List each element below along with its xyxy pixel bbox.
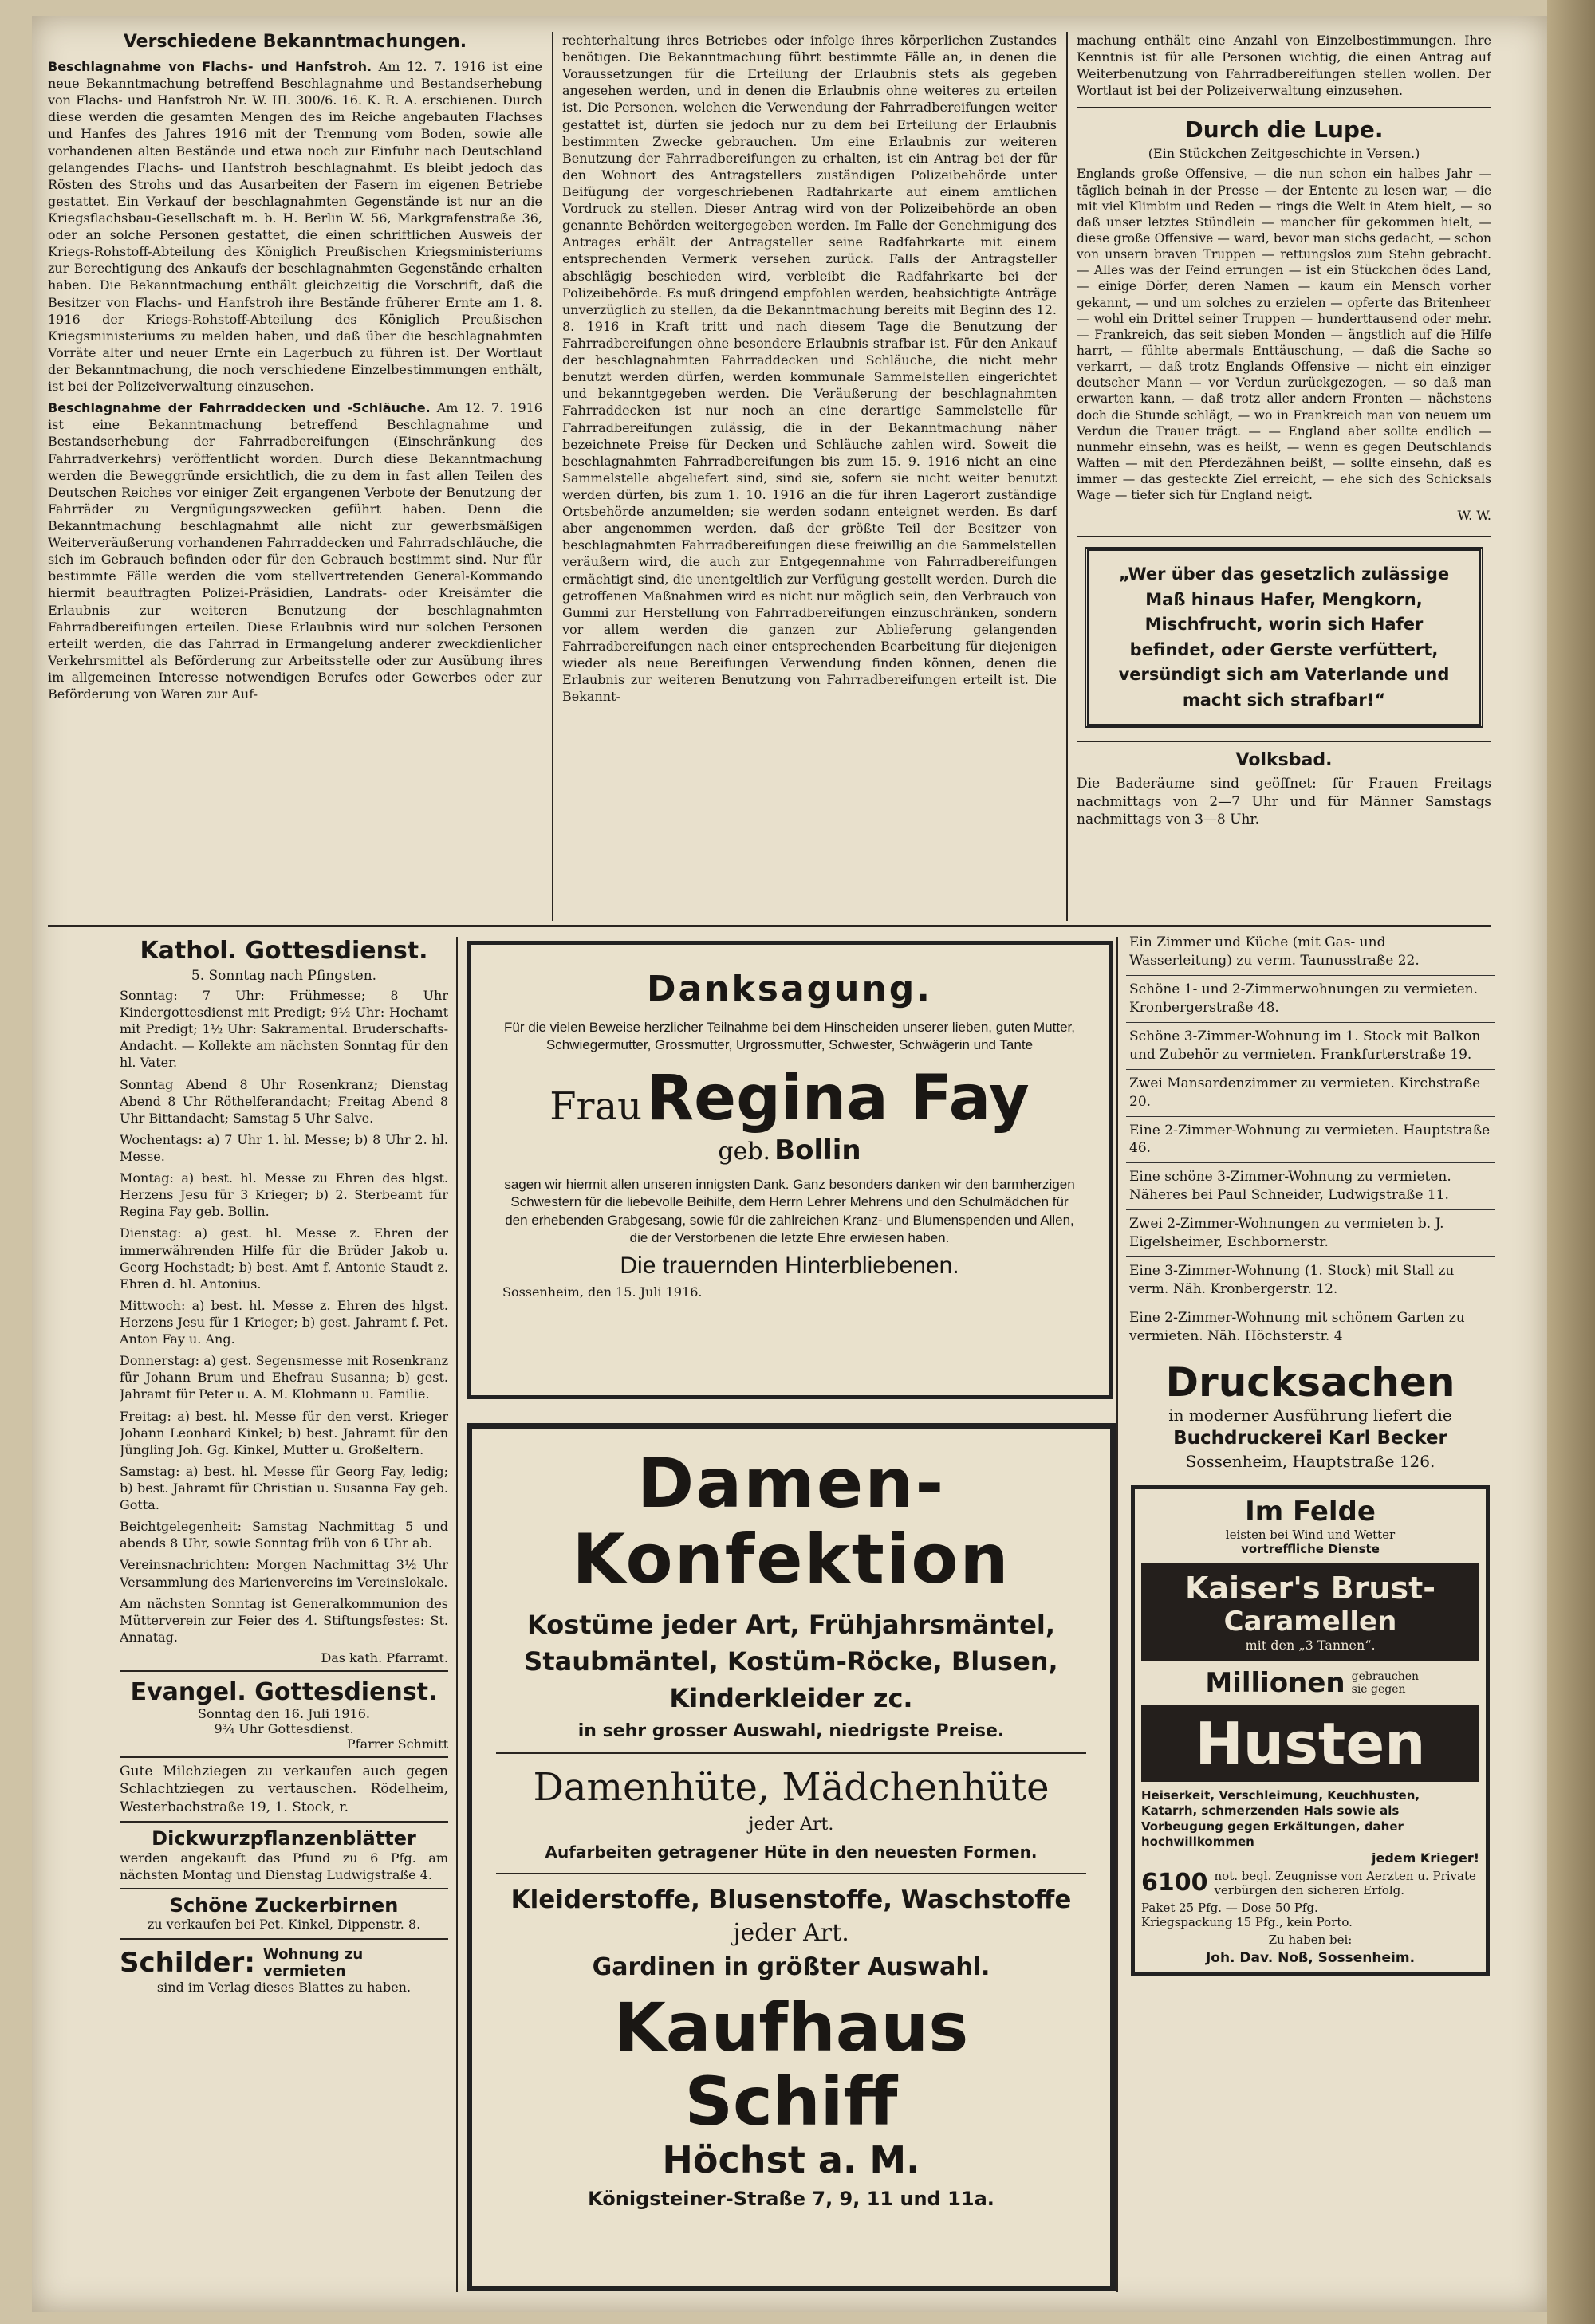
kath-text: Vereinsnachrichten: Morgen Nachmittag 3½ Uhr Versammlung des Marienvereins im Vereinslokale. — [120, 1557, 448, 1590]
section-divider — [120, 1821, 448, 1823]
damen-konfektion-box — [467, 1423, 1116, 2291]
kath-text: Beichtgelegenheit: Samstag Nachmittag 5 und abends 8 Uhr, sowie Sonntag früh von 6 Uhr ab. — [120, 1519, 448, 1551]
kath-text: Sonntag: 7 Uhr: Frühmesse; 8 Uhr Kindergottesdienst mit Predigt; 9½ Uhr: Hochamt mit Predigt; 1½ Uhr: Sakramental. Bruderschafts-Andacht. — Kollekte am nächsten Sonntag für den hl. Vater. — [120, 988, 448, 1071]
evang-time: 9¾ Uhr Gottesdienst. — [214, 1720, 354, 1736]
damen-line: in sehr grosser Auswahl, niedrigste Preise. — [577, 1721, 1005, 1742]
kath-text: Samstag: a) best. hl. Messe für Georg Fay, ledig; b) best. Jahramt für Christian u. Susanna Fay geb. Gotta. — [120, 1463, 448, 1513]
kath-signature: Das kath. Pfarramt. — [321, 1650, 448, 1665]
kaiser-avail: Zu haben bei: — [1268, 1932, 1353, 1947]
rental-ad: Ein Zimmer und Küche (mit Gas- und Wasserleitung) zu verm. Taunusstraße 22. — [1126, 929, 1495, 976]
evang-title: Evangel. Gottesdienst. — [130, 1677, 438, 1706]
rental-ad: Eine schöne 3-Zimmer-Wohnung zu vermieten. Näheres bei Paul Schneider, Ludwigstraße 11. — [1126, 1163, 1495, 1210]
section-title: Verschiedene Bekanntmachungen. — [123, 32, 467, 52]
poem-subtitle: (Ein Stückchen Zeitgeschichte in Versen.) — [1148, 146, 1420, 162]
damen-line: Kinderkleider zc. — [669, 1683, 913, 1714]
kath-text: Dienstag: a) gest. hl. Messe z. Ehren der immerwährenden Hilfe für die Brüder Jakob u. Georg Hochstadt; b) best. Amt f. Antonie Staudt z. Ehren d. hl. Antonius. — [120, 1225, 448, 1292]
section-divider — [120, 1938, 448, 1940]
section-divider — [120, 1888, 448, 1889]
kaiser-millionen: Millionen — [1205, 1666, 1345, 1699]
section-divider — [1077, 536, 1491, 537]
volksbad-text: Die Baderäume sind geöffnet: für Frauen Freitags nachmittags von 2—7 Uhr und für Männer Samstags nachmittags von 3—8 Uhr. — [1077, 776, 1491, 828]
kath-subtitle: 5. Sonntag nach Pfingsten. — [191, 968, 377, 984]
article-text: Am 12. 7. 1916 ist eine Bekanntmachung betreffend Beschlagnahme und Bestandserhebung der Fahrradbereifungen (Einschränkung des Fahrradverkehrs) veröffentlicht worden. Durch diese Bekanntmachung werden die Beweggründe ersichtlich, die zu dem in fast allen Teilen des Deutschen Reiches vor einiger Zeit ergangenen Verbote der Benutzung der Fahrräder zu Vergnügungszwecken geführt haben. Denn die Bekanntmachung beschlagnahmt alle nicht zur gewerbsmäßigen Weiterveräußerung vorhandenen Fahrraddecken und Fahrradschläuche, die sich im Gebrauch befinden oder für den Gebrauch bestimmt sind. Nur für bestimmte Fälle werden die vom stellvertretenden General-Kommando hiermit beauftragten Polizei-Präsidien, Landrats- oder Kreisämter die Erlaubnis zur weiteren Benutzung der beschlagnahmten Fahrradbereifungen erteilen. Diese Erlaubnis wird nur solchen Personen erteilt werden, die das Fahrrad in Ermangelung anderer zweckdienlicher Verkehrsmittel als Beförderung zur Arbeitsstelle oder zur Ausübung ihres im allgemeinen Interesse notwendigen Berufes oder Gewerbes oder zur Beförderung von Waren zur Auf- — [48, 400, 542, 702]
page-edge — [1547, 0, 1595, 2324]
section-divider — [496, 1752, 1086, 1754]
kaiser-count: 6100 — [1141, 1869, 1208, 1897]
kaiser-krieger: jedem Krieger! — [1372, 1850, 1479, 1866]
subheading: Beschlagnahme der Fahrraddecken und -Schläuche. — [48, 400, 431, 416]
rental-ad: Eine 2-Zimmer-Wohnung mit schönem Garten zu vermieten. Näh. Höchsterstr. 4 — [1126, 1304, 1495, 1351]
drucksachen-title: Drucksachen — [1165, 1359, 1455, 1406]
kaiser-seller: Joh. Dav. Noß, Sossenheim. — [1205, 1949, 1416, 1966]
section-divider — [1077, 741, 1491, 742]
rental-ad: Schöne 3-Zimmer-Wohnung im 1. Stock mit Balkon und Zubehör zu vermieten. Frankfurterstraße 19. — [1126, 1023, 1495, 1070]
section-divider — [120, 1670, 448, 1672]
schilder-side: Wohnung zu vermieten — [262, 1946, 364, 1980]
kaiser-symptoms: Heiserkeit, Verschleimung, Keuchhusten, Katarrh, schmerzenden Hals sowie als Vorbeugung gegen Erkältungen, daher hochwillkommen — [1141, 1787, 1420, 1850]
danksagung-box — [467, 941, 1113, 1399]
article-text: rechterhaltung ihres Betriebes oder infolge ihres körperlichen Zustandes benötigen. Die Bekanntmachung führt bestimmte Fälle an, in denen die Voraussetzungen für die Erteilung der Erlaubnis stets als gegeben angesehen werden, und in denen die Erlaubnis ohne weiteres zu erteilen ist. Die Personen, welchen die Verwendung der Fahrradbereifungen weiter gestattet ist, dürfen sie jedoch nur zu dem bei Erteilung der Erlaubnis bestimmten Zwecke gebrauchen. Um eine Erlaubnis zur weiteren Benutzung der Fahrradbereifungen zu erhalten, ist ein Antrag bei der für den Wohnort des Antragstellers zuständigen Polizeibehörde unter Beifügung der vorgeschriebenen Radfahrkarte auf einem amtlichen Vordruck zu stellen. Dieser Antrag wird von der Polizeibehörde an oben genannte Behörden weitergegeben werden. Im Falle der Genehmigung des Antrages erhält der Antragsteller seine Radfahrkarte mit einem entsprechenden Vermerk versehen zurück. Falls der Antragsteller abschlägig beschieden wird, verbleibt die Radfahrkarte bei der Polizeibehörde. Es muß dringend empfohlen werden, beabsichtigte Anträge unverzüglich zu stellen, da die Bekanntmachung bereits mit Beginn des 12. 8. 1916 in Kraft tritt und nach diesem Tage die Benutzung der Fahrradbereifungen ohne besondere Erlaubnis strafbar ist. Für den Ankauf der beschlagnahmten Fahrraddecken und Schläuche, die nicht mehr benutzt werden dürfen, werden kommunale Sammelstellen eingerichtet und bekanntgegeben werden. Die Veräußerung der beschlagnahmten Fahrraddecken ist nur noch an eine derartige Sammelstelle für Fahrradbereifungen zulässig, die in der Bekanntmachung näher bezeichnete Preise für Decken und Schläuche zahlen wird. Soweit die beschlagnahmten Fahrradbereifungen bis zum 15. 9. 1916 nicht an eine Sammelstelle abgeliefert sind, sind sie, sofern sie nicht weiter benutzt werden dürfen, bis zum 1. 10. 1916 an die für ihren Lagerort zuständige Ortsbehörde anzumelden; sie werden sodann enteignet werden. Es darf aber angenommen werden, daß der größte Teil der Besitzer von beschlagnahmten Fahrradbereifungen diese freiwillig an die Sammelstellen veräußern wird, die auch zur Entgegennahme von Fahrradbereifungen ermächtigt sind, die unentgeltlich zur Verfügung gestellt werden. Durch die getroffenen Maßnahmen wird es nicht nur möglich sein, den Verbrauch von Gummi zur Herstellung von Fahrradbereifungen einzuschränken, sondern vor allem werden die ganzen zur Ablieferung gelangenden Fahrradbereifungen nach einer entsprechenden Bearbeitung für diejenigen wieder als neue Bereifungen Verwendung finden können, denen die Erlaubnis zur weiteren Benutzung von Fahrradbereifungen erteilt ist. Die Bekannt- — [562, 33, 1057, 705]
drucksachen-text: in moderner Ausführung liefert die — [1168, 1405, 1452, 1425]
kaiser-brand-block — [1141, 1563, 1479, 1661]
damen-title: Damen-Konfektion — [572, 1444, 1010, 1599]
kath-text: Sonntag Abend 8 Uhr Rosenkranz; Dienstag Abend 8 Uhr Röthelferandacht; Freitag Abend 8 Uhr Bittandacht; Samstag 5 Uhr Salve. — [120, 1076, 448, 1126]
damen-address: Königsteiner-Straße 7, 9, 11 und 11a. — [588, 2187, 994, 2210]
danksagung-geb: geb. — [718, 1137, 771, 1166]
kaiser-price: Paket 25 Pfg. — Dose 50 Pfg. — [1141, 1900, 1318, 1915]
column-rule — [456, 937, 458, 2292]
damen-stoffe: Kleiderstoffe, Blusenstoffe, Waschstoffe — [510, 1886, 1072, 1915]
danksagung-title: Danksagung. — [646, 969, 933, 1009]
column-rule — [552, 32, 553, 921]
kaiser-husten: Husten — [1141, 1705, 1479, 1782]
kath-text: Wochentags: a) 7 Uhr 1. hl. Messe; b) 8 Uhr 2. hl. Messe. — [120, 1131, 448, 1164]
danksagung-place: Sossenheim, den 15. Juli 1916. — [502, 1284, 703, 1300]
danksagung-sign: Die trauernden Hinterbliebenen. — [620, 1252, 959, 1279]
kaiser-millionen-side: gebrauchen sie gegen — [1351, 1669, 1420, 1696]
kath-text: Donnerstag: a) gest. Segensmesse mit Rosenkranz für Johann Brum und Ehefrau Susanna; b) gest. Jahramt für Peter u. A. M. Klohmann u. Familie. — [120, 1353, 448, 1402]
damen-town: Höchst a. M. — [662, 2137, 920, 2181]
kath-text: Mittwoch: a) best. hl. Messe z. Ehren des hlgst. Herzens Jesu für 1 Krieger; b) gest. Jahramt f. Pet. Anton Fay u. Ang. — [120, 1297, 448, 1347]
evang-date: Sonntag den 16. Juli 1916. — [198, 1705, 370, 1721]
kath-text: Montag: a) best. hl. Messe zu Ehren des hlgst. Herzens Jesu für 3 Krieger; b) 2. Sterbeamt für Regina Fay geb. Bollin. — [120, 1170, 448, 1220]
damen-store: Kaufhaus Schiff — [613, 1988, 969, 2141]
poem-title: Durch die Lupe. — [1184, 116, 1384, 144]
poem-signature: W. W. — [1457, 508, 1491, 524]
danksagung-name: Regina Fay — [646, 1062, 1030, 1134]
kaiser-count-text: not. begl. Zeugnisse von Aerzten u. Private verbürgen den sicheren Erfolg. — [1214, 1868, 1476, 1897]
section-divider — [120, 1756, 448, 1758]
subheading: Beschlagnahme von Flachs- und Hanfstroh. — [48, 59, 372, 74]
rental-ad: Eine 2-Zimmer-Wohnung zu vermieten. Hauptstraße 46. — [1126, 1117, 1495, 1164]
zuckerbirnen-text: zu verkaufen bei Pet. Kinkel, Dippenstr. 8. — [147, 1917, 421, 1933]
rental-column — [1126, 929, 1495, 2292]
poem-text: Englands große Offensive, — die nun schon ein halbes Jahr — täglich beinah in der Presse — der Entente zu lesen war, — die mit viel Klimbim und Reden — rings die Welt in Atem hielt, — so daß unser letztes Stündlein — mancher für gekommen hielt, — diese große Offensive — ward, bevor man sichs gedacht, — schon von unsern braven Truppen — rettungslos zum Stehn gebracht. — Alles was der Feind errungen — ist ein Stückchen ödes Land, — einige Dörfer, deren Namen — kaum ein Mensch vorher gekannt, — und um solches zu erzielen — opferte das Britenheer — wohl ein Drittel seiner Truppen — hunderttausend oder mehr. — Frankreich, das seit sieben Monden — ängstlich auf die Hilfe harrt, — fühlte abermals Enttäuschung, — daß die Sache so verkarrt, — daß trotz Englands Offensive — nicht ein einziger deutscher Mann — vor Verdun zurückgezogen, — so daß man erwarten kann, — daß trotz aller andern Fronten — nächstens doch die Stunde schlägt, — wo in Frankreich man von neuem um Verdun die Trauer trägt. — — England aber sollte endlich — nunmehr einsehn, was es heißt, — wenn es gegen Deutschlands Waffen — mit den Pferdezähnen beißt, — sollte einsehn, daß es immer — das gesteckte Ziel erreicht, — ehe sich des Schicksals Wage — tiefer sich für England neigt. — [1077, 167, 1491, 503]
drucksachen-addr: Sossenheim, Hauptstraße 126. — [1185, 1451, 1436, 1471]
church-column — [120, 937, 448, 2300]
schilder-title: Schilder: — [120, 1947, 255, 1980]
kaiser-head: Im Felde — [1245, 1495, 1376, 1528]
danksagung-frau: Frau — [549, 1083, 643, 1129]
kaiser-pack: Kriegspackung 15 Pfg., kein Porto. — [1141, 1914, 1353, 1929]
kaiser-brand: Caramellen — [1223, 1605, 1397, 1638]
damen-gardinen: Gardinen in größter Auswahl. — [592, 1953, 990, 1982]
column-3 — [1077, 32, 1491, 925]
rental-list — [1126, 929, 1495, 1351]
damen-line: Kostüme jeder Art, Frühjahrsmäntel, — [526, 1610, 1056, 1641]
rental-ad: Schöne 1- und 2-Zimmerwohnungen zu vermieten. Kronbergerstraße 48. — [1126, 976, 1495, 1023]
hafer-notice-box — [1085, 547, 1483, 728]
drucksachen-firm: Buchdruckerei Karl Becker — [1173, 1427, 1447, 1449]
evang-signature: Pfarrer Schmitt — [346, 1736, 448, 1752]
dickwurz-title: Dickwurzpflanzenblätter — [152, 1827, 416, 1850]
column-1 — [48, 32, 542, 921]
section-divider — [1077, 107, 1491, 108]
damen-line: Staubmäntel, Kostüm-Röcke, Blusen, — [524, 1646, 1058, 1677]
kath-text: Am nächsten Sonntag ist Generalkommunion des Mütterverein zur Feier des 4. Stiftungsfestes: St. Annatag. — [120, 1595, 448, 1645]
section-divider — [48, 925, 1491, 927]
article-text: Am 12. 7. 1916 ist eine neue Bekanntmachung betreffend Beschlagnahme und Bestandserhebung von Flachs- und Hanfstroh Nr. W. III. 300/6. 16. K. R. A. erschienen. Durch diese werden die gesamten Mengen des im Reiche angebauten Flachses und Hanfes des Jahres 1916 mit der Trennung vom Boden, sowie alle vorhandenen alten Bestände und etwa noch zur Einfuhr nach Deutschland gelangendes Flachs- und Hanfstroh beschlagnahmt. Es bleibt jedoch das Rösten des Strohs und das Ausarbeiten der Fasern im eigenen Betriebe gestattet. Ein Verkauf der beschlagnahmten Gegenstände ist nur an die Kriegsflachsbau-Gesellschaft m. b. H. Berlin W. 56, Markgrafenstraße 36, oder an solche Personen gestattet, die einen schriftlichen Ausweis der Kriegs-Rohstoff-Abteilung des Königlich Preußischen Kriegsministeriums zur Berechtigung des Ankaufs der beschlagnahmten Gegenstände erhalten haben. Die Bekanntmachung enthält gleichzeitig die Vorschrift, daß die Besitzer von Flachs- und Hanfstroh ihre Bestände früherer Ernte am 1. 8. 1916 der Kriegs-Rohstoff-Abteilung des Königlich Preußischen Kriegsministeriums zu melden haben, und daß über die beschlagnahmten Vorräte alter und neuer Ernte ein Lagerbuch zu führen ist. Der Wortlaut der Bekanntmachung, die noch verschiedene Einzelbestimmungen enthält, ist bei der Polizeiverwaltung einzusehen. — [48, 59, 542, 395]
kaiser-sub: leisten bei Wind und Wetter — [1225, 1527, 1396, 1542]
damen-stoffe-sub: jeder Art. — [733, 1919, 849, 1948]
damen-hats-sub: jeder Art. — [748, 1815, 834, 1835]
rental-ad: Eine 3-Zimmer-Wohnung (1. Stock) mit Stall zu verm. Näh. Kronbergerstr. 12. — [1126, 1257, 1495, 1304]
rental-ad: Zwei 2-Zimmer-Wohnungen zu vermieten b. J. Eigelsheimer, Eschbornerstr. — [1126, 1210, 1495, 1257]
danksagung-born: Bollin — [774, 1134, 861, 1166]
danksagung-body: sagen wir hiermit allen unseren innigsten Dank. Ganz besonders danken wir den barmherzigen Schwestern für die liebevolle Beihilfe, dem Herrn Lehrer Mehrens und den Schulmädchen für den erhebenden Grabgesang, sowie für die zahlreichen Kranz- und Blumenspenden und Allen, die der Verstorbenen die letzte Ehre erwiesen haben. — [504, 1176, 1075, 1246]
column-rule — [1116, 937, 1118, 2292]
damen-hats: Damenhüte, Mädchenhüte — [533, 1765, 1050, 1811]
article-text: machung enthält eine Anzahl von Einzelbestimmungen. Ihre Kenntnis ist für alle Personen wichtig, die einen Antrag auf Weiterbenutzung von Fahrradbereifungen stellen wollen. Der Wortlaut ist bei der Polizeiverwaltung einzusehen. — [1077, 33, 1491, 99]
schilder-text: sind im Verlag dieses Blattes zu haben. — [156, 1980, 412, 1996]
dickwurz-text: werden angekauft das Pfund zu 6 Pfg. am nächsten Montag und Dienstag Ludwigstraße 4. — [120, 1850, 448, 1883]
kaiser-brand: mit den „3 Tannen“. — [1245, 1637, 1376, 1653]
kaiser-sub: vortreffliche Dienste — [1241, 1541, 1380, 1556]
zuckerbirnen-title: Schöne Zuckerbirnen — [169, 1894, 399, 1917]
kath-title: Kathol. Gottesdienst. — [140, 937, 428, 965]
danksagung-intro: Für die vielen Beweise herzlicher Teilnahme bei dem Hinscheiden unserer lieben, guten Mutter, Schwiegermutter, Grossmutter, Urgrossmutter, Schwester, Schwägerin und Tante — [504, 1020, 1075, 1053]
kaiser-brand: Kaiser's Brust- — [1184, 1570, 1436, 1606]
volksbad-title: Volksbad. — [1235, 750, 1333, 771]
section-divider — [496, 1873, 1086, 1874]
damen-hats-note: Aufarbeiten getragener Hüte in den neuesten Formen. — [545, 1842, 1038, 1862]
hafer-notice: „Wer über das gesetzlich zulässige Maß hinaus Hafer, Mengkorn, Mischfrucht, worin sich Hafer befindet, oder Gerste verfüttert, versündigt sich am Vaterlande und macht sich strafbar!“ — [1118, 564, 1450, 710]
kath-text: Freitag: a) best. hl. Messe für den verst. Krieger Johann Leonhard Kinkel; b) best. Jahramt für den Jüngling Joh. Gg. Kinkel, Mutter u. Großeltern. — [120, 1408, 448, 1457]
kaiser-ad — [1131, 1485, 1490, 1976]
column-rule — [1066, 32, 1068, 921]
rental-ad: Zwei Mansardenzimmer zu vermieten. Kirchstraße 20. — [1126, 1070, 1495, 1117]
ziegen-ad: Gute Milchziegen zu verkaufen auch gegen Schlachtziegen zu vertauschen. Rödelheim, Westerbachstraße 19, 1. Stock, r. — [120, 1763, 448, 1815]
column-2 — [562, 32, 1057, 921]
